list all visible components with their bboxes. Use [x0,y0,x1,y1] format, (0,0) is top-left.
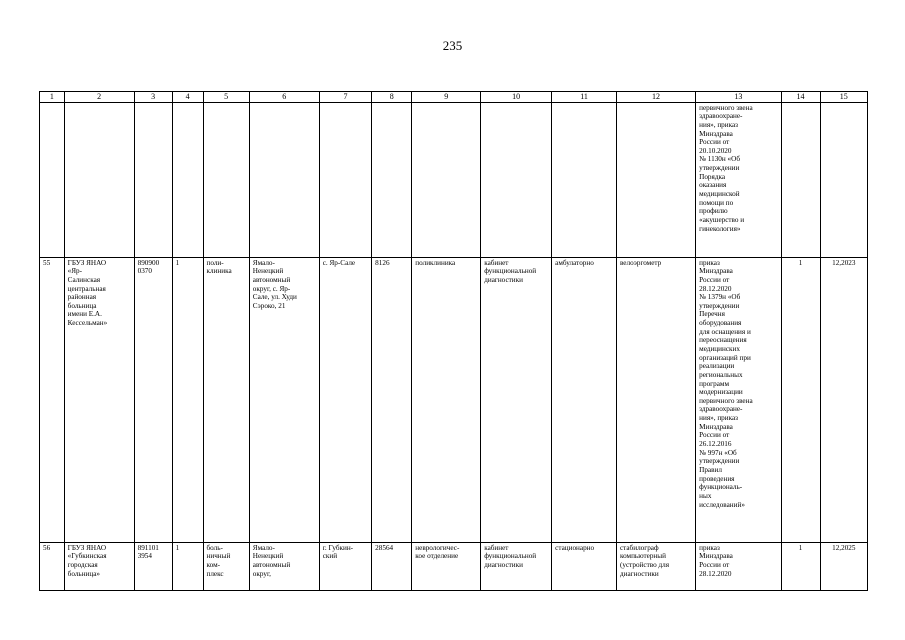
cell-text-line: оказания [699,181,727,190]
cell-text-line: 28.12.2020 [699,569,732,578]
cell-department [412,257,481,542]
cell-text-line: плекс [206,569,224,578]
cell-text-line: центральная [67,284,106,293]
cell-text-line: автономный [252,275,291,284]
cell-text-line: медицинской [699,190,740,198]
cell-equipment [616,542,695,590]
cell-text-line: Кессельман» [67,319,108,328]
cell-text-line: приказ [699,258,720,267]
cell-text-line: диагностики [619,569,659,578]
cell-text-line: стационарно [555,543,595,552]
cell-text-line: «акушерство и [699,215,745,224]
cell-text-line: округ, [252,569,271,578]
table-row [40,257,868,542]
cell-text-line: ных [699,491,712,500]
cell-department [412,542,481,590]
column-header: 7 [319,92,371,103]
cell-date: 12,2023 [820,257,867,542]
cell-care-mode [552,542,617,590]
cell-row-number: 56 [40,542,65,590]
cell-text-line: ГБУЗ ЯНАО [67,543,107,552]
cell-unit [481,257,552,542]
cell-text-line: поликлиника [415,258,456,267]
cell-text-line: ничный [206,552,231,561]
cell-text-line: Ямало- [252,258,275,267]
cell-text-line: программ [699,379,730,388]
cell-text-line: велоэргометр [619,258,662,267]
cell-code [134,542,172,590]
column-header: 9 [412,92,481,103]
column-header: 13 [696,92,781,103]
cell-text-line: Салинская [67,275,101,284]
cell-text-line: медицинских [699,345,740,353]
cell-text-line: поли- [206,258,224,267]
cell-address [249,542,319,590]
cell-text-line: компьютерный [619,552,666,561]
cell-text-line: с. Яр-Сале [322,258,356,267]
cell-legal-basis [696,102,781,257]
cell-text-line: утверждении [699,164,740,173]
cell-text-line: ком- [206,560,221,569]
cell-text-line: первичного звена [699,103,753,112]
cell-text-line: 20.10.2020 [699,146,732,155]
cell-text-line: округ, с. Яр- [252,284,291,293]
cell-text-line: Ненецкий [252,267,284,276]
cell-text-line: утверждении [699,301,740,310]
cell-col4: 1 [172,257,203,542]
column-header: 11 [552,92,617,103]
cell-facility-type [203,542,249,590]
cell-text-line: городская [67,560,98,569]
cell-text-line: исследований» [699,500,745,509]
cell-text-line: кабинет [484,258,509,267]
cell-text-line: России от [699,560,730,569]
cell-quantity: 1 [781,257,820,542]
cell-text-line: 26.12.2016 [699,440,732,449]
column-header: 14 [781,92,820,103]
cell-population: 8126 [372,257,412,542]
cell-text-line: 0370 [137,267,152,276]
cell-text-line: утверждении [699,457,740,466]
column-header: 12 [616,92,695,103]
cell-text-line: Правил [699,465,722,474]
cell-text-line: 3954 [137,552,152,561]
cell-text-line: для оснащения и [699,327,751,336]
cell-text-line: 28.12.2020 [699,284,732,293]
cell-equipment [616,257,695,542]
cell-text-line: оборудования [699,319,742,328]
cell-text-line: проведения [699,474,735,483]
column-header: 1 [40,92,65,103]
cell-text-line: стабилограф [619,543,659,552]
cell-text-line: функциональной [484,267,537,276]
cell-text-line: № 1130н «Об [699,155,740,164]
cell-text-line: Минздрава [699,422,733,431]
cell-text-line: России от [699,138,730,147]
cell-text-line: модернизации [699,388,743,397]
column-header: 2 [64,92,134,103]
cell-unit [481,542,552,590]
cell-legal-basis [696,542,781,590]
column-header: 3 [134,92,172,103]
cell-address [249,257,319,542]
cell-text-line: приказ [699,543,720,552]
cell-locality [319,542,371,590]
cell-text-line: диагностики [484,560,523,569]
cell-text-line: № 1379н «Об [699,293,741,302]
cell-text-line: «Яр- [67,267,83,276]
cell-text-line: (устройство для [619,560,670,569]
cell-code [134,257,172,542]
cell-text-line: переоснащения [699,336,747,345]
cell-text-line: автономный [252,560,291,569]
cell-text-line: боль- [206,543,223,552]
cell-text-line: ния», приказ [699,414,739,423]
cell-row-number: 55 [40,257,65,542]
cell-legal-basis [696,257,781,542]
cell-organization [64,257,134,542]
cell-text-line: России от [699,431,730,440]
cell-text-line: 891101 [137,543,159,552]
cell-text-line: Перечня [699,310,725,319]
cell-population: 28564 [372,542,412,590]
cell-col4: 1 [172,542,203,590]
cell-text-line: «Губкинская [67,552,107,561]
cell-text-line: больница [67,301,97,310]
cell-text-line: районная [67,293,97,302]
page-number: 235 [442,38,463,53]
cell-text-line: 890900 [137,258,160,267]
cell-text-line: здравоохране- [699,405,743,414]
column-header: 15 [820,92,867,103]
cell-text-line: ский [322,552,338,561]
cell-text-line: кое отделение [415,552,459,561]
column-header: 8 [372,92,412,103]
cell-care-mode [552,257,617,542]
cell-text-line: г. Губкин- [322,543,354,552]
column-header: 4 [172,92,203,103]
cell-text-line: имени Е.А. [67,310,102,319]
cell-text-line: Минздрава [699,267,733,276]
cell-text-line: Сале, ул. Худи [252,293,297,302]
cell-text-line: помощи по [699,198,734,207]
cell-text-line: реализации [699,362,735,371]
cell-text-line: гинекология» [699,224,741,233]
table-header-row [40,92,868,103]
cell-text-line: клиника [206,267,232,276]
cell-text-line: Минздрава [699,552,733,561]
cell-text-line: Сэроко, 21 [252,301,286,310]
column-header: 5 [203,92,249,103]
table-row-continuation [40,102,868,257]
cell-text-line: функциональной [484,552,537,561]
cell-text-line: Порядка [699,172,726,181]
cell-text-line: амбулаторно [555,258,594,267]
equipment-table [39,91,868,591]
cell-locality [319,257,371,542]
cell-date: 12,2025 [820,542,867,590]
cell-text-line: первичного звена [699,396,753,405]
cell-organization [64,542,134,590]
cell-text-line: кабинет [484,543,509,552]
cell-text-line: организаций при [699,353,751,362]
cell-facility-type [203,257,249,542]
cell-text-line: здравоохране- [699,112,743,121]
cell-text-line: Ненецкий [252,552,284,561]
cell-text-line: ГБУЗ ЯНАО [67,258,107,267]
column-header: 6 [249,92,319,103]
cell-text-line: неврологичес- [415,543,460,552]
cell-quantity: 1 [781,542,820,590]
table-row [40,542,868,590]
cell-text-line: региональных [699,370,743,379]
cell-text-line: функциональ- [699,483,743,492]
cell-text-line: № 997н «Об [699,448,737,457]
cell-text-line: диагностики [484,275,523,284]
cell-text-line: ния», приказ [699,120,739,129]
column-header: 10 [481,92,552,103]
cell-text-line: Минздрава [699,129,733,138]
cell-text-line: Ямало- [252,543,275,552]
cell-text-line: России от [699,275,730,284]
cell-text-line: профилю [699,207,728,216]
cell-text-line: больница» [67,569,101,578]
